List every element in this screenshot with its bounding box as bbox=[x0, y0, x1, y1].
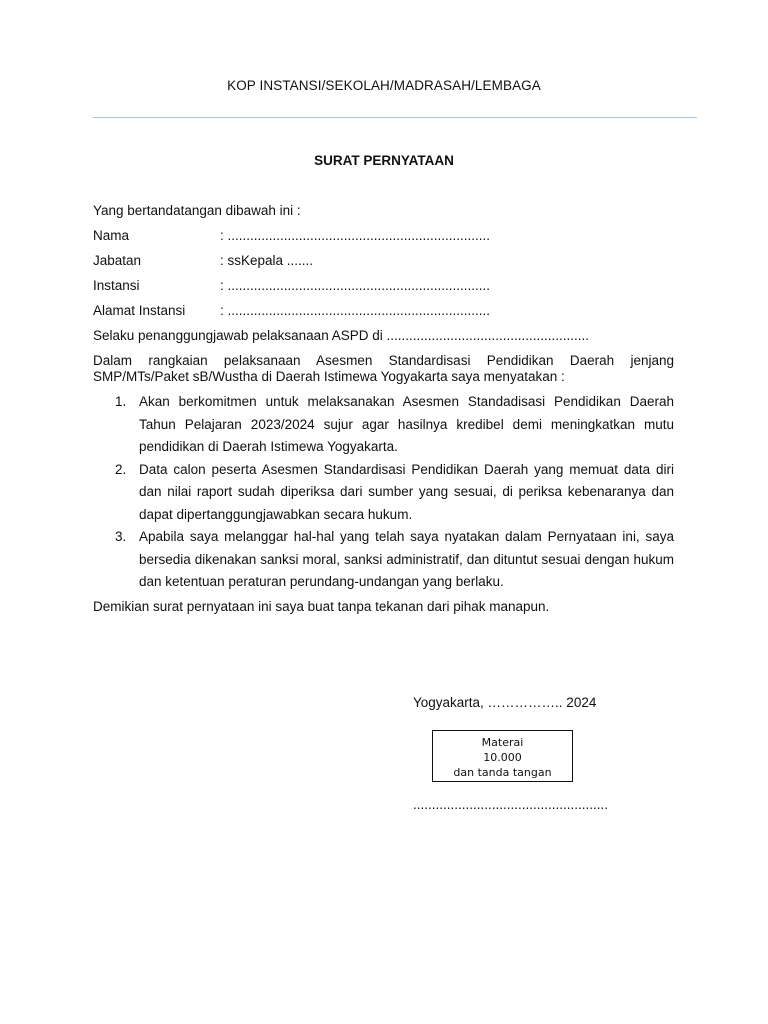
field-alamat-instansi bbox=[93, 303, 674, 328]
list-item bbox=[93, 391, 674, 459]
field-value: : ...................................................................... bbox=[220, 228, 491, 243]
statement-intro: Dalam rangkaian pelaksanaan Asesmen Standardisasi Pendidikan Daerah jenjang SMP/MTs/Paket sB/Wustha di Daerah Istimewa Yogyakarta saya menyatakan : bbox=[93, 353, 674, 384]
list-text: Data calon peserta Asesmen Standardisasi Pendidikan Daerah yang memuat data diri dan nilai raport sudah diperiksa dari sumber yang sesuai, di periksa kebenaranya dan dapat dipertanggungjawabkan secara hukum. bbox=[139, 461, 674, 522]
materai-label: Materai bbox=[481, 736, 524, 749]
materai-amount: 10.000 bbox=[483, 751, 522, 764]
field-value: : ...................................................................... bbox=[220, 278, 491, 293]
list-number: 3. bbox=[115, 529, 127, 544]
field-value: : ...................................................................... bbox=[220, 303, 491, 318]
materai-box bbox=[432, 730, 573, 782]
field-nama bbox=[93, 228, 674, 253]
signature-name-line: .................................................... bbox=[413, 797, 609, 812]
intro-text: Yang bertandatangan dibawah ini : bbox=[93, 203, 301, 218]
letterhead-placeholder: KOP INSTANSI/SEKOLAH/MADRASAH/LEMBAGA bbox=[227, 78, 541, 93]
document-body bbox=[93, 203, 674, 618]
closing-text: Demikian surat pernyataan ini saya buat tanpa tekanan dari pihak manapun. bbox=[93, 598, 550, 614]
materai-note: dan tanda tangan bbox=[453, 766, 552, 779]
field-label: Jabatan bbox=[93, 253, 142, 268]
field-label: Instansi bbox=[93, 278, 140, 293]
field-label: Nama bbox=[93, 228, 130, 243]
list-text: Akan berkomitmen untuk melaksanakan Asesmen Standadisasi Pendidikan Daerah Tahun Pelajaran 2023/2024 sujur agar hasilnya kredibel demi meningkatkan mutu pendidikan di Daerah Istimewa Yogyakarta. bbox=[139, 394, 674, 454]
list-number: 1. bbox=[115, 394, 127, 409]
field-jabatan bbox=[93, 253, 674, 278]
field-value: : ssKepala ....... bbox=[220, 253, 314, 268]
field-label: Alamat Instansi bbox=[93, 303, 186, 318]
list-item bbox=[93, 459, 674, 527]
list-text: Apabila saya melanggar hal-hal yang telah saya nyatakan dalam Pernyataan ini, saya bersedia dikenakan sanksi moral, sanksi administratif, dan dituntut sesuai dengan hukum dan ketentuan peraturan perundang-undangan yang berlaku. bbox=[139, 529, 674, 589]
list-item bbox=[93, 526, 674, 594]
responsible-line: Selaku penanggungjawab pelaksanaan ASPD di ...................................................... bbox=[93, 328, 590, 343]
letterhead-divider bbox=[93, 117, 697, 118]
place-date: Yogyakarta, …………….. 2024 bbox=[413, 695, 597, 710]
field-instansi bbox=[93, 278, 674, 303]
document-title: SURAT PERNYATAAN bbox=[314, 153, 454, 168]
statement-list bbox=[93, 391, 674, 594]
list-number: 2. bbox=[115, 461, 127, 477]
